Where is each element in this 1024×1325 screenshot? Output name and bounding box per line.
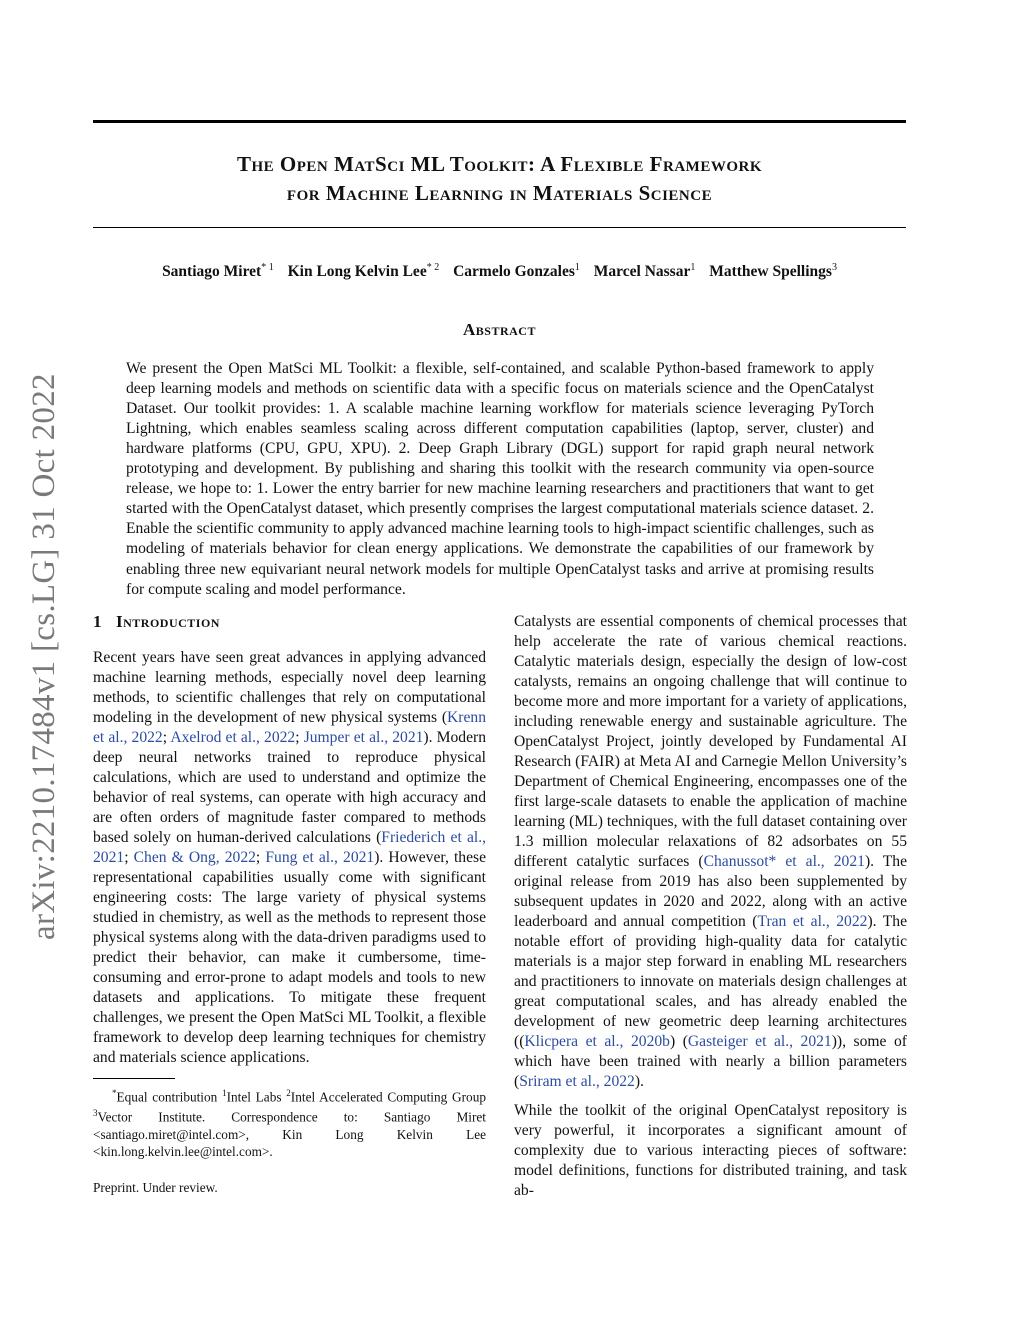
section-heading [93,612,486,632]
arxiv-stamp[interactable]: arXiv:2210.17484v1 [cs.LG] 31 Oct 2022 [26,373,62,940]
author: Santiago Miret$^{* 1}$ [162,262,274,281]
citation-link[interactable]: Tran et al., 2022 [757,913,868,930]
intro-paragraph-1: Recent years have seen great advances in applying advanced machine learning methods, especially novel deep learning methods, to scientific challenges that rely on computational modeling in the development of new physical systems (Krenn et al., 2022; Axelrod et al., 2022; Jumper et al., 2021). Modern deep neural networks trained to reproduce physical calculations, which are used to understand and optimize the behavior of real systems, can operate with high accuracy and are often orders of magnitude faster compared to methods based solely on human-derived calculations (Friederich et al., 2021; Chen & Ong, 2022; Fung et al., 2021). However, these representational capabilities usually come with significant engineering costs: The large variety of physical systems studied in chemistry, as well as the methods to represent those physical systems along with the data-driven paradigms used to predict their behavior, can make it cumbersome, time-consuming and error-prone to adapt models and tools to new datasets and applications. To mitigate these frequent challenges, we present the Open MatSci ML Toolkit, a flexible framework to develop deep learning techniques for chemistry and materials science applications. [93,649,486,1066]
author-list [93,262,906,281]
citation-link[interactable]: Chen & Ong, 2022 [133,849,256,866]
citation-link[interactable]: Friederich et al., 2021 [93,829,486,866]
left-column [93,612,486,1196]
citation-link[interactable]: Sriram et al., 2022 [519,1073,635,1090]
title-bottom-rule [93,227,906,228]
citation-link[interactable]: Chanussot* et al., 2021 [703,853,865,870]
paper-title [93,150,906,208]
title-top-rule [93,120,906,123]
citation-link[interactable]: Klicpera et al., 2020b [524,1033,670,1050]
abstract-heading: Abstract [463,320,536,339]
preprint-notice: Preprint. Under review. [93,1179,218,1195]
footnote-rule [93,1078,175,1079]
title-line-1: The Open MatSci ML Toolkit: A Flexible Framework [237,152,762,176]
section-title: Introduction [116,612,220,631]
author: Matthew Spellings$^3$ [709,262,837,281]
author: Kin Long Kelvin Lee$^{* 2}$ [287,262,440,281]
citation-link[interactable]: Krenn et al., 2022 [93,709,486,746]
section-number: 1 [93,612,102,631]
citation-link[interactable]: Gasteiger et al., 2021 [687,1033,832,1050]
citation-link[interactable]: Fung et al., 2021 [265,849,375,866]
abstract-text: We present the Open MatSci ML Toolkit: a flexible, self-contained, and scalable Python-based framework to apply deep learning models and methods on scientific data with a specific focus on materials science and the OpenCatalyst Dataset. Our toolkit provides: 1. A scalable machine learning workflow for materials science leveraging PyTorch Lightning, which enables seamless scaling across different computation capabilities (laptop, server, cluster) and hardware platforms (CPU, GPU, XPU). 2. Deep Graph Library (DGL) support for rapid graph neural network prototyping and development. By publishing and sharing this toolkit with the research community via open-source release, we hope to: 1. Lower the entry barrier for new machine learning researchers and practitioners that want to get started with the OpenCatalyst dataset, which presently comprises the largest computational materials science dataset. 2. Enable the scientific community to apply advanced machine learning tools to high-impact scientific challenges, such as modeling of materials behavior for clean energy applications. We demonstrate the capabilities of our framework by enabling three new equivariant neural network models for multiple OpenCatalyst tasks and arrive at promising results for compute scaling and model performance. [126,359,874,598]
title-line-2: for Machine Learning in Materials Science [286,181,713,205]
author: Carmelo Gonzales$^1$ [453,262,580,281]
intro-paragraph-2: Catalysts are essential components of chemical processes that help accelerate the rate of various chemical reactions. Catalytic materials design, especially the design of low-cost catalysts, remains an ongoing challenge that will continue to become more and more important for a variety of applications, including renewable energy and sustainable agriculture. The OpenCatalyst Project, jointly developed by Fundamental AI Research (FAIR) at Meta AI and Carnegie Mellon University’s Department of Chemical Engineering, encompasses one of the first large-scale datasets to enable the application of machine learning (ML) techniques, with the full dataset containing over 1.3 million molecular relaxations of 82 adsorbates on 55 different catalytic surfaces (Chanussot* et al., 2021). The original release from 2019 has also been supplemented by subsequent updates in 2020 and 2022, along with an active leaderboard and annual competition (Tran et al., 2022). The notable effort of providing high-quality data for catalytic materials is a major step forward in enabling ML researchers and practitioners to innovate on materials design challenges at great computational scales, and has already enabled the development of new geometric deep learning architectures ((Klicpera et al., 2020b) (Gasteiger et al., 2021)), some of which have been trained with nearly a billion parameters (Sriram et al., 2022). [514,613,908,1090]
intro-paragraph-3: While the toolkit of the original OpenCatalyst repository is very powerful, it incorporates a significant amount of complexity due to various interacting pieces of software: model definitions, functions for distributed training, and task ab- [514,1102,907,1199]
citation-link[interactable]: Axelrod et al., 2022 [170,729,296,746]
footnote: *Equal contribution $^1$Intel Labs $^2$Intel Accelerated Computing Group $^3$Vector Institute. Correspondence to: Santiago Miret <santiago.miret@intel.com>, Kin Long Kelvin Lee <kin.long.kelvin.lee@intel.com>. [93,1088,486,1159]
author: Marcel Nassar$^1$ [593,262,696,281]
right-column [514,612,907,1201]
citation-link[interactable]: Jumper et al., 2021 [303,729,424,746]
